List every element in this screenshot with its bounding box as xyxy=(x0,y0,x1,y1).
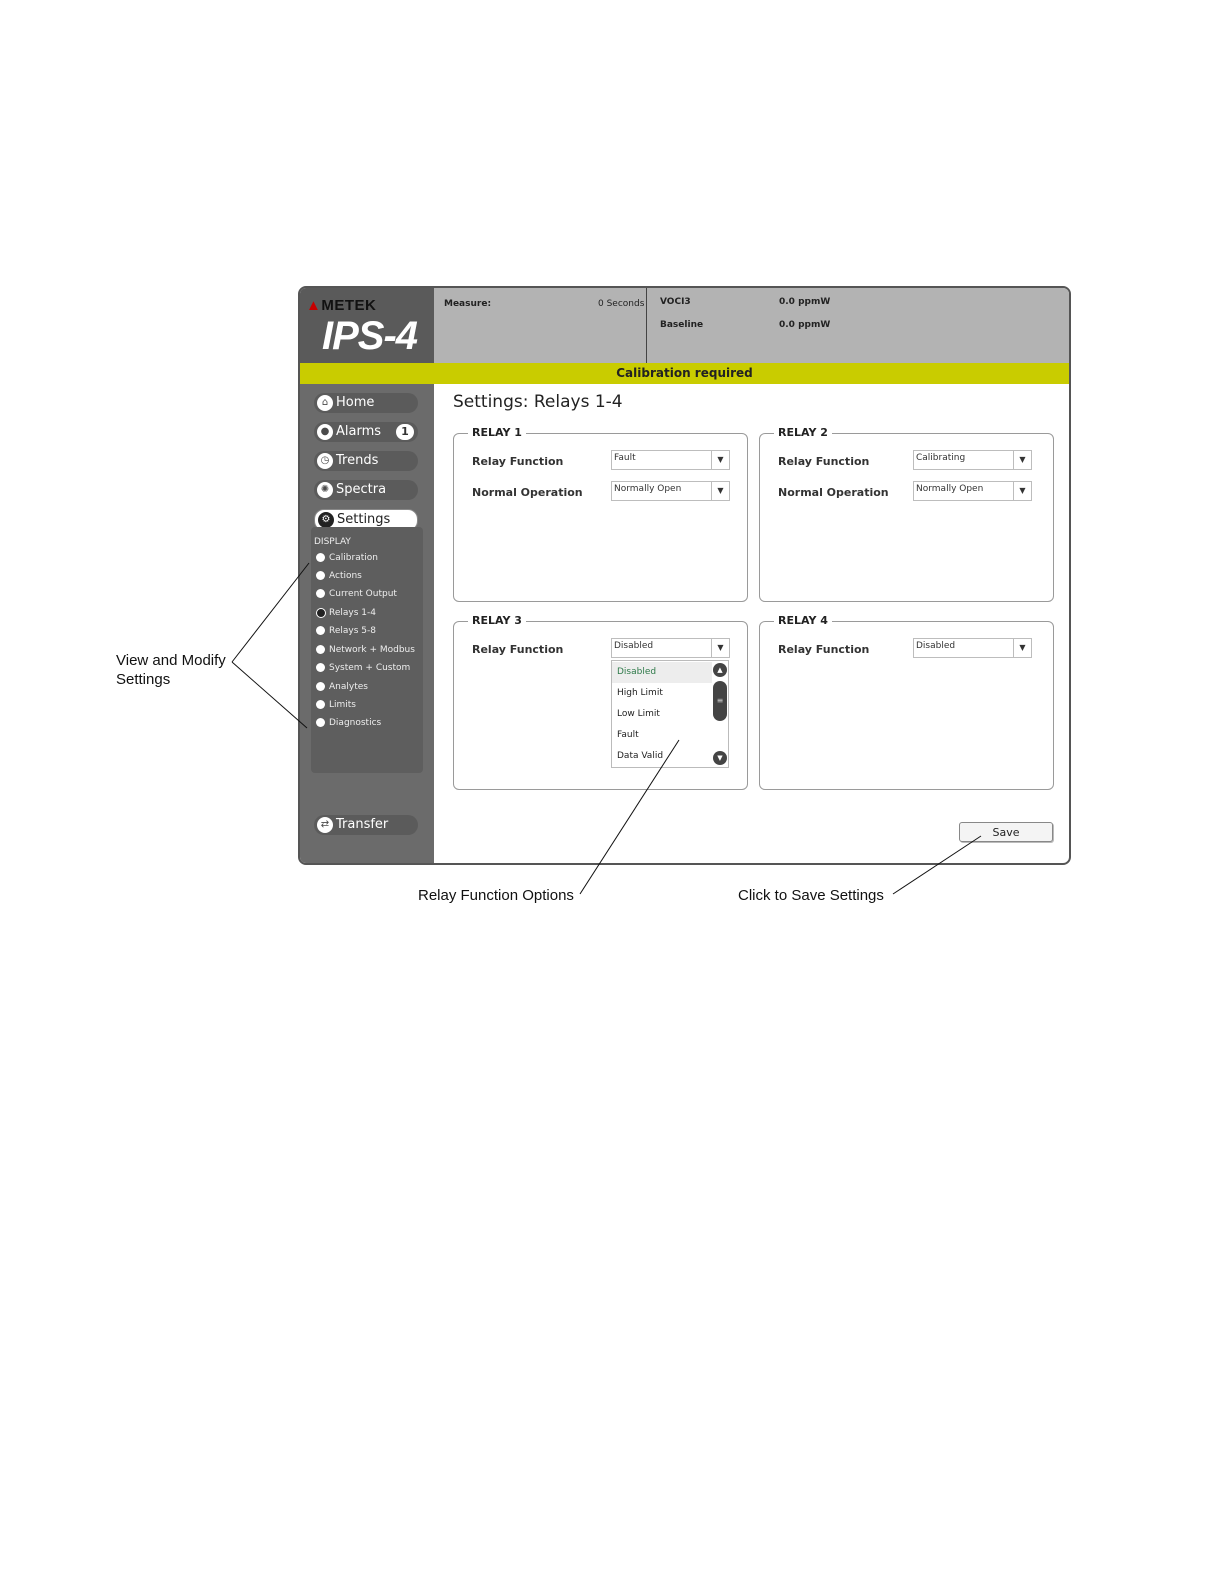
leader-line-settings-bottom xyxy=(232,662,307,728)
nav-label: Trends xyxy=(336,453,379,468)
submenu-item-current-output[interactable]: Current Output xyxy=(316,587,397,601)
relay-title: RELAY 2 xyxy=(774,426,832,439)
dropdown-option[interactable]: High Limit xyxy=(617,688,663,698)
submenu-item-relays-5-8[interactable]: Relays 5-8 xyxy=(316,624,376,638)
relay-title: RELAY 1 xyxy=(468,426,526,439)
submenu-item-relays-1-4[interactable]: Relays 1-4 xyxy=(316,606,376,620)
normal-operation-label: Normal Operation xyxy=(778,486,889,499)
nav-label: Settings xyxy=(337,512,391,527)
submenu-item-actions[interactable]: Actions xyxy=(316,569,362,583)
chevron-down-icon: ▼ xyxy=(1013,451,1031,469)
voci3-label: VOCI3 xyxy=(660,297,691,307)
status-bar: Calibration required xyxy=(300,363,1069,384)
measure-value: 0 Seconds xyxy=(598,299,645,309)
submenu-item-limits[interactable]: Limits xyxy=(316,698,356,712)
chevron-down-icon: ▼ xyxy=(1013,482,1031,500)
relay-1-operation-select[interactable]: Normally Open ▼ xyxy=(611,481,730,501)
clock-icon: ◷ xyxy=(317,453,333,469)
relay-title: RELAY 4 xyxy=(774,614,832,627)
logo-mark: ▲ xyxy=(306,297,322,314)
gear-icon: ⚙ xyxy=(318,512,334,528)
callout-view-modify-settings: View and Modify Settings xyxy=(116,652,226,688)
baseline-label: Baseline xyxy=(660,320,704,330)
submenu-item-analytes[interactable]: Analytes xyxy=(316,680,368,694)
baseline-value: 0.0 ppmW xyxy=(779,320,831,330)
normal-operation-label: Normal Operation xyxy=(472,486,583,499)
submenu-item-network-modbus[interactable]: Network + Modbus xyxy=(316,643,415,657)
bell-icon: ● xyxy=(317,424,333,440)
voci3-value: 0.0 ppmW xyxy=(779,297,831,307)
measure-label: Measure: xyxy=(444,299,492,309)
scroll-down-icon[interactable]: ▼ xyxy=(713,751,727,765)
submenu-heading: DISPLAY xyxy=(314,537,351,547)
spectra-icon: ✺ xyxy=(317,482,333,498)
relay-function-label: Relay Function xyxy=(472,643,564,656)
relay-function-label: Relay Function xyxy=(778,455,870,468)
company-logo: ▲METEK xyxy=(306,297,377,314)
leader-line-save xyxy=(893,836,981,894)
submenu-item-diagnostics[interactable]: Diagnostics xyxy=(316,716,381,730)
leader-line-settings-top xyxy=(232,563,309,662)
chevron-down-icon: ▼ xyxy=(1013,639,1031,657)
nav-label: Alarms xyxy=(336,424,382,439)
chevron-down-icon: ▼ xyxy=(711,482,729,500)
scroll-up-icon[interactable]: ▲ xyxy=(713,663,727,677)
leader-line-options xyxy=(580,740,679,894)
callout-save-settings: Click to Save Settings xyxy=(738,887,884,904)
relay-3-function-select[interactable]: Disabled ▼ xyxy=(611,638,730,658)
nav-label: Home xyxy=(336,395,375,410)
save-button[interactable]: Save xyxy=(959,822,1053,842)
nav-label: Transfer xyxy=(336,817,389,832)
relay-function-label: Relay Function xyxy=(472,455,564,468)
relay-title: RELAY 3 xyxy=(468,614,526,627)
submenu-item-system-custom[interactable]: System + Custom xyxy=(316,661,410,675)
relay-2-function-select[interactable]: Calibrating ▼ xyxy=(913,450,1032,470)
relay-2-operation-select[interactable]: Normally Open ▼ xyxy=(913,481,1032,501)
product-name: IPS-4 xyxy=(322,314,418,358)
callout-relay-function-options: Relay Function Options xyxy=(418,887,574,904)
relay-1-function-select[interactable]: Fault ▼ xyxy=(611,450,730,470)
dropdown-option[interactable]: Low Limit xyxy=(617,709,660,719)
dropdown-option[interactable]: Disabled xyxy=(612,662,712,683)
chevron-down-icon: ▼ xyxy=(711,639,729,657)
dropdown-option[interactable]: Fault xyxy=(617,730,639,740)
nav-label: Spectra xyxy=(336,482,387,497)
scroll-thumb[interactable]: ≡ xyxy=(713,681,727,721)
dropdown-option[interactable]: Data Valid xyxy=(617,751,664,761)
transfer-icon: ⇄ xyxy=(317,817,333,833)
home-icon: ⌂ xyxy=(317,395,333,411)
relay-4-function-select[interactable]: Disabled ▼ xyxy=(913,638,1032,658)
chevron-down-icon: ▼ xyxy=(711,451,729,469)
relay-function-label: Relay Function xyxy=(778,643,870,656)
page-title: Settings: Relays 1-4 xyxy=(453,392,623,412)
alarm-count-badge: 1 xyxy=(396,424,414,440)
submenu-item-calibration[interactable]: Calibration xyxy=(316,551,378,565)
